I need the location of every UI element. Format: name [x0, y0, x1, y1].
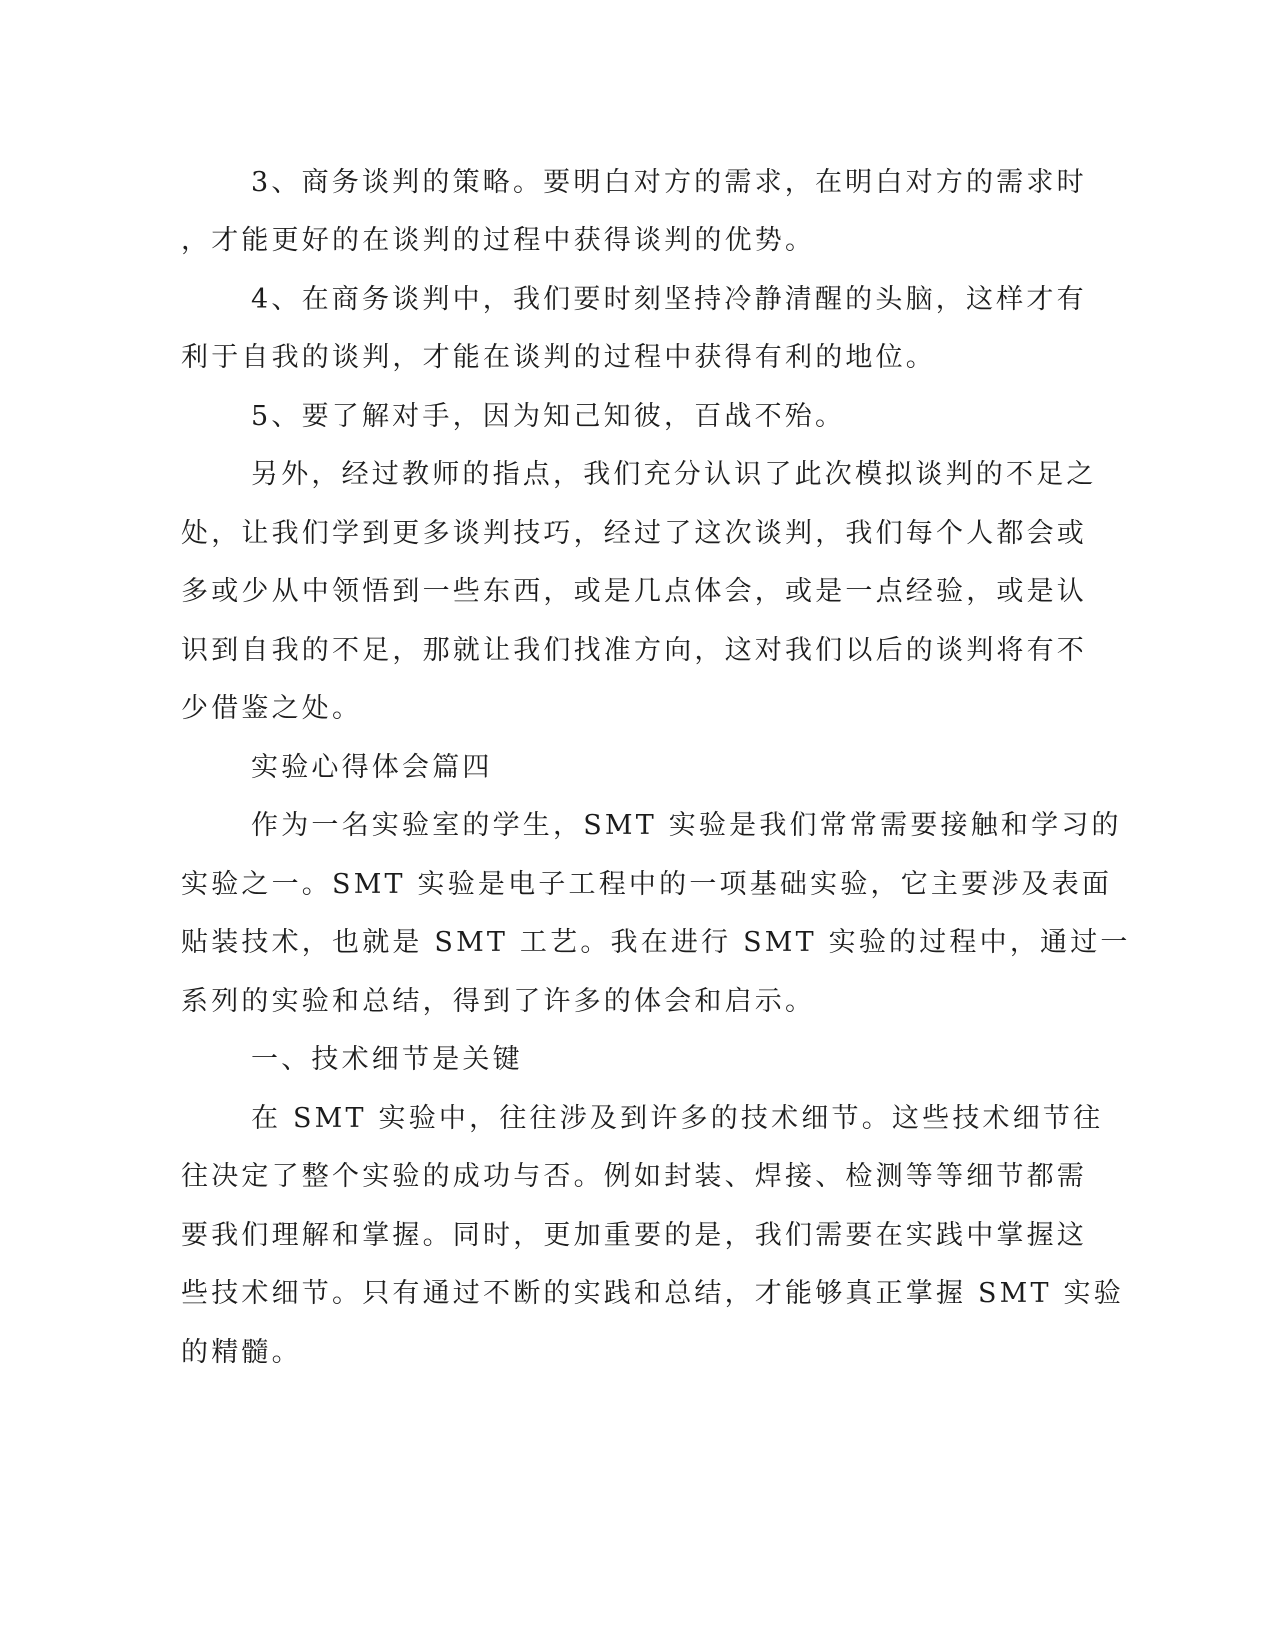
text-line: 4、在商务谈判中，我们要时刻坚持冷静清醒的头脑，这样才有: [251, 284, 1087, 315]
text-line: 多或少从中领悟到一些东西，或是几点体会，或是一点经验，或是认: [181, 576, 1087, 607]
text-line: 的精髓。: [181, 1337, 302, 1368]
text-line: 另外，经过教师的指点，我们充分认识了此次模拟谈判的不足之: [251, 459, 1097, 490]
text-line: ，才能更好的在谈判的过程中获得谈判的优势。: [181, 225, 816, 256]
text-line: 利于自我的谈判，才能在谈判的过程中获得有利的地位。: [181, 342, 936, 373]
text-line: 贴装技术，也就是 SMT 工艺。我在进行 SMT 实验的过程中，通过一: [181, 927, 1131, 958]
text-line: 少借鉴之处。: [181, 693, 363, 724]
text-line: 系列的实验和总结，得到了许多的体会和启示。: [181, 986, 816, 1017]
text-line: 5、要了解对手，因为知己知彼，百战不殆。: [251, 401, 846, 432]
text-line: 要我们理解和掌握。同时，更加重要的是，我们需要在实践中掌握这: [181, 1220, 1087, 1251]
text-line: 作为一名实验室的学生，SMT 实验是我们常常需要接触和学习的: [251, 810, 1122, 841]
text-line: 处，让我们学到更多谈判技巧，经过了这次谈判，我们每个人都会或: [181, 518, 1087, 549]
text-line: 实验之一。SMT 实验是电子工程中的一项基础实验，它主要涉及表面: [181, 869, 1113, 900]
text-line: 些技术细节。只有通过不断的实践和总结，才能够真正掌握 SMT 实验: [181, 1278, 1124, 1309]
text-line: 往决定了整个实验的成功与否。例如封装、焊接、检测等等细节都需: [181, 1161, 1087, 1192]
text-line: 识到自我的不足，那就让我们找准方向，这对我们以后的谈判将有不: [181, 635, 1087, 666]
text-line: 在 SMT 实验中，往往涉及到许多的技术细节。这些技术细节往: [251, 1103, 1104, 1134]
subsection-heading: 一、技术细节是关键: [251, 1044, 523, 1075]
section-heading: 实验心得体会篇四: [251, 752, 493, 783]
text-line: 3、商务谈判的策略。要明白对方的需求，在明白对方的需求时: [251, 167, 1087, 198]
